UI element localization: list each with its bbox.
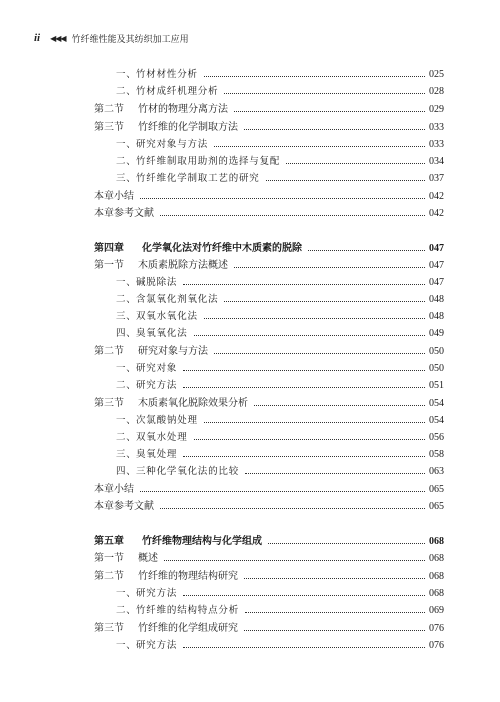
toc-entry-section[interactable] (94, 568, 444, 585)
toc-entry-number: 第三节 (94, 398, 124, 409)
dot-leader (244, 128, 425, 130)
toc-entry-summary[interactable] (94, 205, 444, 222)
toc-entry-section[interactable] (94, 257, 444, 274)
toc-entry-title: 双氧水氧化法 (136, 311, 198, 322)
toc-entry-title: 本章参考文献 (94, 208, 154, 219)
toc-entry-title: 本章小结 (94, 484, 134, 495)
dot-leader (308, 249, 425, 251)
toc-entry-number: 一、 (116, 588, 137, 599)
toc-entry-sub[interactable] (116, 170, 444, 187)
dot-leader (245, 472, 425, 474)
toc-entry-title: 本章参考文献 (94, 501, 154, 512)
toc-entry-number: 四、 (116, 466, 137, 477)
toc-entry-title: 木质素脱除方法概述 (138, 260, 228, 271)
toc-entry-page: 068 (429, 553, 444, 564)
toc-entry-page: 068 (429, 571, 444, 582)
toc-entry-number: 第五章 (94, 536, 124, 547)
toc-entry-page: 068 (429, 536, 444, 547)
toc-entry-title: 竹纤维的化学制取方法 (138, 122, 238, 133)
running-header (34, 30, 189, 46)
toc-entry-section[interactable] (94, 620, 444, 637)
dot-leader (194, 438, 425, 440)
dot-leader (214, 352, 425, 354)
toc-entry-page: 033 (429, 122, 444, 133)
toc-entry-title: 概述 (138, 553, 158, 564)
toc-entry-page: 047 (429, 277, 444, 288)
dot-leader (160, 507, 425, 509)
dot-leader (254, 404, 425, 406)
toc-entry-title: 竹材的物理分离方法 (138, 104, 228, 115)
toc-entry-title: 研究方法 (136, 380, 178, 391)
toc-entry-title: 臭氧处理 (136, 449, 178, 460)
toc-entry-number: 一、 (116, 69, 137, 80)
toc-entry-page: 063 (429, 466, 444, 477)
dot-leader (183, 455, 425, 457)
dot-leader (245, 611, 425, 613)
toc-entry-page: 042 (429, 208, 444, 219)
toc-entry-page: 054 (429, 398, 444, 409)
dot-leader (204, 75, 425, 77)
toc-entry-title: 本章小结 (94, 191, 134, 202)
dot-leader (140, 490, 425, 492)
toc-entry-number: 三、 (116, 311, 137, 322)
toc-entry-title: 竹纤维化学制取工艺的研究 (136, 173, 260, 184)
toc-entry-number: 一、 (116, 415, 137, 426)
toc-entry-sub[interactable] (116, 291, 444, 308)
toc-entry-sub[interactable] (116, 83, 444, 100)
toc-entry-number: 二、 (116, 294, 137, 305)
toc-entry-page: 028 (429, 86, 444, 97)
toc-entry-title: 碱脱除法 (136, 277, 178, 288)
toc-entry-page: 048 (429, 294, 444, 305)
toc-entry-title: 三种化学氧化法的比较 (136, 466, 240, 477)
toc-entry-title: 竹材成纤机理分析 (136, 86, 219, 97)
page-number: ii (34, 32, 41, 44)
dot-leader (164, 559, 425, 561)
dot-leader (224, 92, 425, 94)
toc-entry-number: 一、 (116, 363, 137, 374)
toc-entry-page: 058 (429, 449, 444, 460)
toc-entry-sub[interactable] (116, 429, 444, 446)
dot-leader (160, 214, 425, 216)
toc-entry-number: 二、 (116, 380, 137, 391)
toc-entry-chapter[interactable] (94, 533, 444, 550)
dot-leader (244, 577, 425, 579)
toc-entry-sub[interactable] (116, 136, 444, 153)
dot-leader (183, 594, 425, 596)
toc-entry-page: 048 (429, 311, 444, 322)
toc-entry-number: 第三节 (94, 122, 124, 133)
toc-entry-sub[interactable] (116, 412, 444, 429)
toc-entry-page: 047 (429, 243, 444, 254)
toc-entry-number: 二、 (116, 432, 137, 443)
toc-entry-number: 第二节 (94, 346, 124, 357)
toc-entry-sub[interactable] (116, 377, 444, 394)
toc-entry-number: 三、 (116, 173, 137, 184)
toc-entry-sub[interactable] (116, 274, 444, 291)
toc-entry-page: 033 (429, 139, 444, 150)
toc-entry-number: 一、 (116, 277, 137, 288)
toc-entry-number: 四、 (116, 328, 137, 339)
dot-leader (268, 542, 425, 544)
toc-entry-sub[interactable] (116, 360, 444, 377)
toc-entry-sub[interactable] (116, 325, 444, 342)
toc-entry-title: 研究对象 (136, 363, 178, 374)
toc-entry-title: 竹纤维的物理结构研究 (138, 571, 238, 582)
toc-entry-sub[interactable] (116, 446, 444, 463)
toc-entry-page: 050 (429, 363, 444, 374)
dot-leader (234, 110, 425, 112)
toc-entry-page: 076 (429, 640, 444, 651)
toc-entry-number: 二、 (116, 86, 137, 97)
toc-entry-number: 第三节 (94, 623, 124, 634)
toc-entry-title: 木质素氧化脱除效果分析 (138, 398, 248, 409)
dot-leader (204, 421, 425, 423)
toc-entry-page: 025 (429, 69, 444, 80)
dot-leader (204, 317, 425, 319)
toc-entry-title: 研究对象与方法 (136, 139, 209, 150)
toc-entry-chapter[interactable] (94, 240, 444, 257)
toc-entry-number: 第二节 (94, 571, 124, 582)
toc-entry-section[interactable] (94, 101, 444, 118)
toc-entry-summary[interactable] (94, 498, 444, 515)
arrow-icon: ◀◀◀ (50, 33, 66, 43)
toc-entry-page: 065 (429, 484, 444, 495)
toc-entry-number: 一、 (116, 640, 137, 651)
toc-entry-number: 第一节 (94, 553, 124, 564)
toc-entry-number: 二、 (116, 605, 137, 616)
toc-entry-page: 029 (429, 104, 444, 115)
toc-entry-page: 047 (429, 260, 444, 271)
toc-entry-section[interactable] (94, 550, 444, 567)
toc-entry-title: 研究方法 (136, 640, 178, 651)
dot-leader (234, 266, 425, 268)
toc-entry-sub[interactable] (116, 585, 444, 602)
toc-entry-number: 三、 (116, 449, 137, 460)
toc-entry-page: 042 (429, 191, 444, 202)
toc-entry-title: 竹纤维制取用助剂的选择与复配 (136, 156, 281, 167)
toc-entry-sub[interactable] (116, 602, 444, 619)
dot-leader (244, 629, 425, 631)
toc-entry-summary[interactable] (94, 188, 444, 205)
toc-entry-number: 第四章 (94, 243, 124, 254)
dot-leader (194, 334, 425, 336)
toc-entry-number: 一、 (116, 139, 137, 150)
toc-entry-number: 第一节 (94, 260, 124, 271)
toc-entry-sub[interactable] (116, 463, 444, 480)
toc-entry-number: 第二节 (94, 104, 124, 115)
toc-entry-title: 双氧水处理 (136, 432, 188, 443)
book-title: 竹纤维性能及其纺织加工应用 (71, 34, 189, 45)
toc-entry-sub[interactable] (116, 66, 444, 83)
toc-entry-page: 056 (429, 432, 444, 443)
toc-entry-page: 068 (429, 588, 444, 599)
toc-entry-page: 049 (429, 328, 444, 339)
toc-entry-title: 研究对象与方法 (138, 346, 208, 357)
toc-entry-page: 034 (429, 156, 444, 167)
dot-leader (140, 197, 425, 199)
dot-leader (266, 179, 425, 181)
toc-entry-page: 051 (429, 380, 444, 391)
toc-entry-sub[interactable] (116, 308, 444, 325)
toc-entry-title: 臭氧氧化法 (136, 328, 188, 339)
dot-leader (224, 300, 425, 302)
toc-entry-title: 化学氧化法对竹纤维中木质素的脱除 (142, 243, 302, 254)
toc-entry-page: 069 (429, 605, 444, 616)
toc-entry-section[interactable] (94, 343, 444, 360)
dot-leader (183, 283, 425, 285)
toc-entry-title: 竹纤维的化学组成研究 (138, 623, 238, 634)
toc-entry-sub[interactable] (116, 637, 444, 654)
dot-leader (214, 145, 425, 147)
toc-entry-title: 竹纤维物理结构与化学组成 (142, 536, 262, 547)
dot-leader (183, 386, 425, 388)
toc-entry-title: 研究方法 (136, 588, 178, 599)
dot-leader (183, 646, 425, 648)
toc-entry-page: 054 (429, 415, 444, 426)
dot-leader (183, 369, 425, 371)
toc-entry-section[interactable] (94, 395, 444, 412)
toc-entry-page: 065 (429, 501, 444, 512)
toc-entry-title: 含氯氧化剂氧化法 (136, 294, 219, 305)
toc-entry-title: 竹材材性分析 (136, 69, 198, 80)
dot-leader (286, 162, 425, 164)
toc-entry-summary[interactable] (94, 481, 444, 498)
toc-entry-page: 050 (429, 346, 444, 357)
toc-entry-title: 次氯酸钠处理 (136, 415, 198, 426)
toc-entry-sub[interactable] (116, 153, 444, 170)
toc-entry-section[interactable] (94, 119, 444, 136)
toc-entry-page: 037 (429, 173, 444, 184)
toc-entry-title: 竹纤维的结构特点分析 (136, 605, 240, 616)
toc-entry-page: 076 (429, 623, 444, 634)
toc-entry-number: 二、 (116, 156, 137, 167)
